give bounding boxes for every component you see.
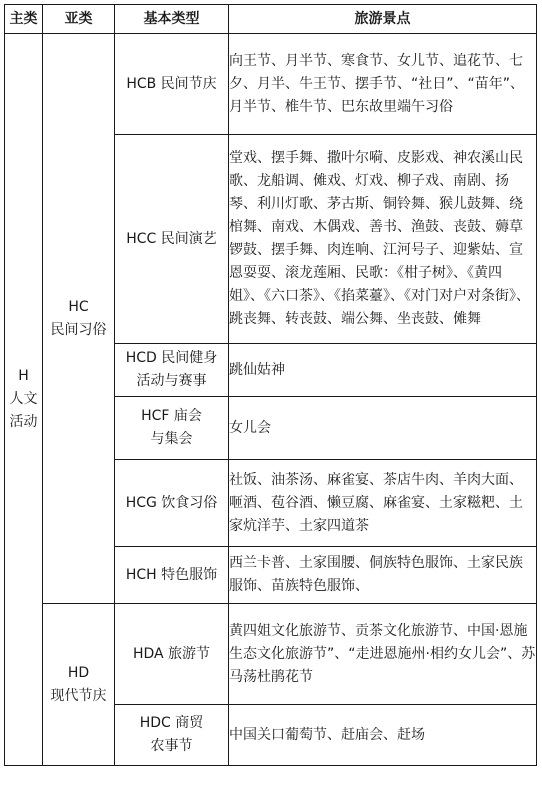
- basic-type-cell: [115, 460, 229, 547]
- subcategory-code: HD: [67, 664, 90, 681]
- tourist-spots-cell: 堂戏、摆手舞、撒叶尔嗬、皮影戏、神农溪山民歌、龙船调、傩戏、灯戏、柳子戏、南剧、扬琴、利川灯歌、茅古斯、铜铃舞、猴儿鼓舞、绕棺舞、南戏、木偶戏、善书、渔鼓、丧鼓、薅草锣鼓、摆手舞、肉连响、江河号子、迎紫姑、宣恩耍耍、滚龙莲厢、民歌：《柑子树》、《黄四姐》、《六口茶》、《掐菜薹》、《对门对户对条街》、跳丧舞、转丧鼓、端公舞、坐丧鼓、傩舞: [229, 135, 537, 344]
- basic-type-cell: [115, 344, 229, 397]
- tourism-classification-table: [4, 4, 537, 766]
- header-row: [5, 5, 537, 34]
- subcategory-cell-hc: [43, 34, 115, 604]
- subcategory-cell-hd: [43, 604, 115, 766]
- subcategory-name: 现代节庆: [50, 687, 107, 704]
- main-category-name-line1: 人文: [9, 391, 38, 407]
- table-row: [5, 34, 537, 135]
- basic-type-label-line2: 活动与赛事: [136, 373, 207, 389]
- header-tourist-spots: 旅游景点: [229, 5, 537, 34]
- basic-type-label: HCD 民间健身: [125, 350, 218, 366]
- header-subcategory: 亚类: [43, 5, 115, 34]
- table-row: [5, 604, 537, 705]
- tourist-spots-cell: 黄四姐文化旅游节、贡茶文化旅游节、中国·恩施生态文化旅游节”、“走进恩施州·相约女儿会”、苏马荡杜鹃花节: [229, 604, 537, 705]
- header-main-category: 主类: [5, 5, 43, 34]
- main-category-code: H: [18, 368, 29, 384]
- basic-type-label: HCC 民间演艺: [126, 230, 217, 247]
- basic-type-label-line2: 与集会: [150, 431, 193, 447]
- tourist-spots-cell: 中国关口葡萄节、赶庙会、赶场: [229, 705, 537, 766]
- subcategory-code: HC: [68, 298, 89, 315]
- basic-type-label: HCG 饮食习俗: [125, 494, 218, 511]
- main-category-cell: [5, 34, 43, 766]
- basic-type-label: HCB 民间节庆: [126, 75, 217, 92]
- basic-type-label: HDA 旅游节: [132, 645, 211, 662]
- basic-type-cell: [115, 604, 229, 705]
- tourist-spots-cell: 西兰卡普、土家围腰、侗族特色服饰、土家民族服饰、苗族特色服饰、: [229, 547, 537, 604]
- subcategory-name: 民间习俗: [50, 321, 107, 338]
- basic-type-cell: [115, 34, 229, 135]
- basic-type-label: HDC 商贸: [139, 715, 204, 731]
- header-basic-type: 基本类型: [115, 5, 229, 34]
- basic-type-label: HCF 庙会: [141, 408, 202, 424]
- basic-type-label-line2: 农事节: [150, 738, 193, 754]
- main-category-name-line2: 活动: [9, 414, 38, 430]
- basic-type-cell: [115, 135, 229, 344]
- tourist-spots-cell: 女儿会: [229, 397, 537, 460]
- basic-type-cell: [115, 397, 229, 460]
- basic-type-cell: [115, 547, 229, 604]
- tourist-spots-cell: 向王节、月半节、寒食节、女儿节、追花节、七夕、月半、牛王节、摆手节、“社日”、“苗年”、月半节、椎牛节、巴东故里端午习俗: [229, 34, 537, 135]
- tourist-spots-cell: 社饭、油茶汤、麻雀宴、茶店牛肉、羊肉大面、咂酒、苞谷酒、懒豆腐、麻雀宴、土家糍粑、土家炕洋芋、土家四道茶: [229, 460, 537, 547]
- basic-type-label: HCH 特色服饰: [125, 566, 218, 583]
- basic-type-cell: [115, 705, 229, 766]
- tourist-spots-cell: 跳仙姑神: [229, 344, 537, 397]
